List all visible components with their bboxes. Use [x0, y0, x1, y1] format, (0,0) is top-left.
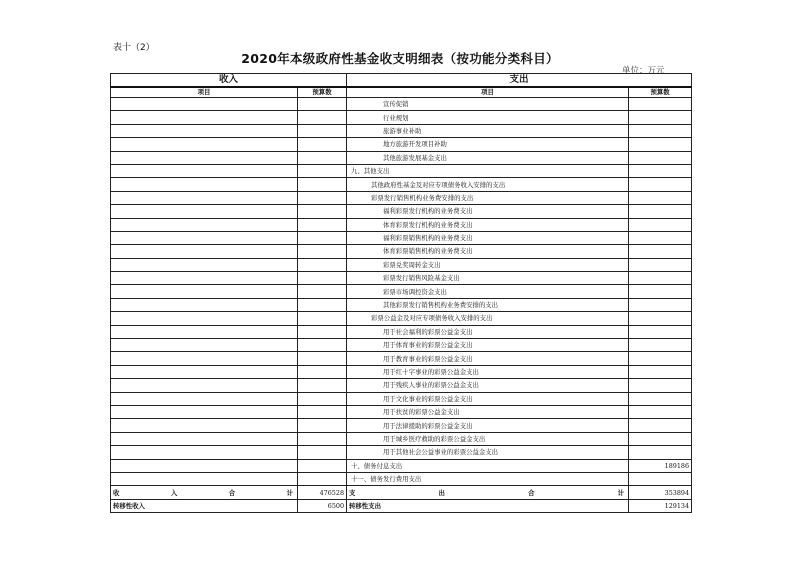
income-item-cell: [111, 138, 298, 151]
income-total-label: [111, 486, 298, 499]
expense-value-cell: [629, 392, 692, 405]
section-header-row: [111, 74, 692, 88]
income-value-cell: [298, 245, 347, 258]
expense-value-cell: [629, 111, 692, 124]
expense-value-cell: [629, 258, 692, 271]
expense-item-cell: 体育彩票销售机构的业务费支出: [347, 245, 629, 258]
income-total-value: 476528: [298, 486, 347, 499]
expense-item-cell: 福利彩票发行机构的业务费支出: [347, 205, 629, 218]
table-row: [111, 178, 692, 191]
expense-item-cell: 用于体育事业的彩票公益金支出: [347, 339, 629, 352]
income-value-cell: [298, 258, 347, 271]
income-header: 收入: [111, 74, 347, 88]
table-row: [111, 285, 692, 298]
expense-item-cell: 用于扶贫的彩票公益金支出: [347, 405, 629, 418]
table-row: [111, 124, 692, 137]
expense-item-cell: 十一、债务发行费用支出: [347, 472, 629, 485]
income-item-cell: [111, 325, 298, 338]
income-item-cell: [111, 405, 298, 418]
expense-item-cell: 其他政府性基金及对应专项债务收入安排的支出: [347, 178, 629, 191]
income-item-cell: [111, 285, 298, 298]
expense-item-cell: 地方旅游开发项目补助: [347, 138, 629, 151]
total-label-char: 合: [528, 488, 535, 497]
expense-item-cell: 彩票发行销售机构业务费安排的支出: [347, 191, 629, 204]
income-value-cell: [298, 205, 347, 218]
income-item-cell: [111, 352, 298, 365]
income-value-cell: [298, 339, 347, 352]
expense-value-cell: [629, 446, 692, 459]
total-label-char: 计: [286, 488, 293, 497]
page-title: 2020年本级政府性基金收支明细表（按功能分类科目）: [241, 51, 559, 66]
table-row: [111, 218, 692, 231]
table-row: [111, 191, 692, 204]
totals-row: [111, 486, 692, 499]
income-item-cell: [111, 459, 298, 472]
income-value-cell: [298, 325, 347, 338]
expense-value-cell: [629, 325, 692, 338]
expense-item-cell: 用于残疾人事业的彩票公益金支出: [347, 379, 629, 392]
income-value-cell: [298, 459, 347, 472]
expense-item-cell: 用于社会福利的彩票公益金支出: [347, 325, 629, 338]
table-row: [111, 258, 692, 271]
column-header-row: [111, 87, 692, 98]
table-row: [111, 245, 692, 258]
transfer-income-value: 6500: [298, 499, 347, 512]
table-row: [111, 312, 692, 325]
table-row: [111, 298, 692, 311]
income-item-cell: [111, 164, 298, 177]
expense-item-header: 项目: [347, 87, 629, 98]
income-item-cell: [111, 124, 298, 137]
income-item-cell: [111, 419, 298, 432]
expense-value-cell: [629, 298, 692, 311]
expense-item-cell: 其他彩票发行销售机构业务费安排的支出: [347, 298, 629, 311]
expense-value-cell: [629, 124, 692, 137]
income-value-cell: [298, 285, 347, 298]
expense-value-cell: [629, 178, 692, 191]
expense-item-cell: 福利彩票销售机构的业务费支出: [347, 231, 629, 244]
expense-value-cell: [629, 405, 692, 418]
table-row: [111, 419, 692, 432]
expense-value-cell: [629, 379, 692, 392]
income-item-cell: [111, 258, 298, 271]
income-item-cell: [111, 98, 298, 111]
expense-item-cell: 用于红十字事业的彩票公益金支出: [347, 365, 629, 378]
expense-value-cell: [629, 218, 692, 231]
expense-value-cell: [629, 205, 692, 218]
table-row: [111, 432, 692, 445]
income-value-cell: [298, 472, 347, 485]
expense-value-cell: [629, 365, 692, 378]
income-value-cell: [298, 111, 347, 124]
expense-value-cell: [629, 191, 692, 204]
expense-value-cell: 189186: [629, 459, 692, 472]
income-item-cell: [111, 339, 298, 352]
income-budget-header: 预算数: [298, 87, 347, 98]
income-item-cell: [111, 379, 298, 392]
income-value-cell: [298, 379, 347, 392]
expense-item-cell: 彩票公益金及对应专项债务收入安排的支出: [347, 312, 629, 325]
expense-budget-header: 预算数: [629, 87, 692, 98]
income-value-cell: [298, 419, 347, 432]
income-item-cell: [111, 432, 298, 445]
income-value-cell: [298, 432, 347, 445]
expense-value-cell: [629, 352, 692, 365]
income-value-cell: [298, 231, 347, 244]
income-value-cell: [298, 365, 347, 378]
expense-value-cell: [629, 164, 692, 177]
table-row: [111, 339, 692, 352]
income-item-cell: [111, 446, 298, 459]
expense-value-cell: [629, 339, 692, 352]
table-row: [111, 231, 692, 244]
income-value-cell: [298, 352, 347, 365]
income-item-cell: [111, 312, 298, 325]
expense-item-cell: 用于文化事业的彩票公益金支出: [347, 392, 629, 405]
expense-value-cell: [629, 432, 692, 445]
income-value-cell: [298, 446, 347, 459]
income-value-cell: [298, 151, 347, 164]
table-row: [111, 325, 692, 338]
table-row: [111, 405, 692, 418]
table-tag: 表十（2）: [113, 43, 155, 53]
income-value-cell: [298, 138, 347, 151]
income-item-cell: [111, 191, 298, 204]
table-row: [111, 446, 692, 459]
expense-item-cell: 体育彩票发行机构的业务费支出: [347, 218, 629, 231]
expense-item-cell: 彩票市场调控资金支出: [347, 285, 629, 298]
total-label-char: 支: [349, 488, 356, 497]
table-row: [111, 352, 692, 365]
expense-item-cell: 用于城乡医疗救助的彩票公益金支出: [347, 432, 629, 445]
budget-table: [110, 73, 692, 513]
table-row: [111, 138, 692, 151]
expense-item-cell: 彩票兑奖周转金支出: [347, 258, 629, 271]
income-item-cell: [111, 392, 298, 405]
table-row: [111, 151, 692, 164]
table-row: [111, 365, 692, 378]
income-item-cell: [111, 245, 298, 258]
income-item-cell: [111, 151, 298, 164]
total-label-char: 合: [228, 488, 236, 497]
expense-item-cell: 用于教育事业的彩票公益金支出: [347, 352, 629, 365]
income-item-cell: [111, 472, 298, 485]
expense-item-cell: 行业规划: [347, 111, 629, 124]
expense-value-cell: [629, 245, 692, 258]
table-row: [111, 98, 692, 111]
income-value-cell: [298, 98, 347, 111]
table-row: [111, 459, 692, 472]
income-value-cell: [298, 272, 347, 285]
income-item-header: 项目: [111, 87, 298, 98]
table-row: [111, 272, 692, 285]
income-value-cell: [298, 191, 347, 204]
total-label-char: 出: [438, 488, 445, 497]
table-row: [111, 205, 692, 218]
expense-value-cell: [629, 312, 692, 325]
transfer-expense-label: 转移性支出: [347, 499, 629, 512]
expense-item-cell: 彩票发行销售风险基金支出: [347, 272, 629, 285]
income-item-cell: [111, 231, 298, 244]
table-row: [111, 164, 692, 177]
income-item-cell: [111, 205, 298, 218]
transfer-row: [111, 499, 692, 512]
expense-value-cell: [629, 472, 692, 485]
transfer-income-label: 转移性收入: [111, 499, 298, 512]
table-row: [111, 392, 692, 405]
expense-item-cell: 其他旅游发展基金支出: [347, 151, 629, 164]
income-value-cell: [298, 178, 347, 191]
income-value-cell: [298, 405, 347, 418]
expense-value-cell: [629, 138, 692, 151]
income-item-cell: [111, 111, 298, 124]
income-value-cell: [298, 218, 347, 231]
total-label-char: 入: [170, 488, 178, 497]
table-row: [111, 472, 692, 485]
income-value-cell: [298, 392, 347, 405]
expense-item-cell: 九、其他支出: [347, 164, 629, 177]
expense-item-cell: 旅游事业补助: [347, 124, 629, 137]
expense-value-cell: [629, 151, 692, 164]
expense-total-label: [347, 486, 629, 499]
expense-value-cell: [629, 419, 692, 432]
expense-value-cell: [629, 231, 692, 244]
expense-item-cell: 用于法律援助的彩票公益金支出: [347, 419, 629, 432]
expense-total-value: 353894: [629, 486, 692, 499]
income-value-cell: [298, 124, 347, 137]
expense-item-cell: 用于其他社会公益事业的彩票公益金支出: [347, 446, 629, 459]
unit-label: 单位：万元: [622, 66, 665, 76]
income-item-cell: [111, 298, 298, 311]
income-item-cell: [111, 272, 298, 285]
table-row: [111, 379, 692, 392]
expense-item-cell: 宣传促销: [347, 98, 629, 111]
income-value-cell: [298, 164, 347, 177]
expense-value-cell: [629, 285, 692, 298]
expense-value-cell: [629, 272, 692, 285]
income-item-cell: [111, 365, 298, 378]
total-label-char: 收: [113, 488, 120, 497]
expense-value-cell: [629, 98, 692, 111]
expense-item-cell: 十、债务付息支出: [347, 459, 629, 472]
transfer-expense-value: 129134: [629, 499, 692, 512]
table-row: [111, 111, 692, 124]
income-value-cell: [298, 298, 347, 311]
income-value-cell: [298, 312, 347, 325]
income-item-cell: [111, 218, 298, 231]
total-label-char: 计: [617, 488, 624, 497]
expense-header: 支出: [347, 74, 692, 88]
income-item-cell: [111, 178, 298, 191]
